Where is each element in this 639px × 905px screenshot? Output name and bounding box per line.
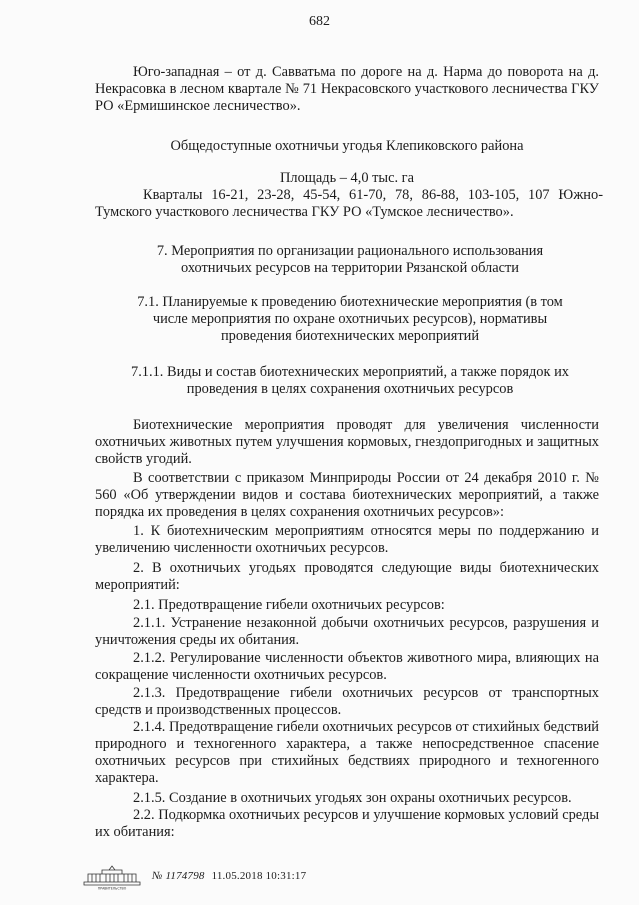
paragraph-direction-southwest: Юго-западная – от д. Савватьма по дороге на д. Нарма до поворота на д. Некрасовка в лесном квартале № 71 Некрасовского участкового лесничества ГКУ РО «Ермишинское лесничество». [95, 64, 599, 114]
svg-text:ПРАВИТЕЛЬСТВО: ПРАВИТЕЛЬСТВО [97, 886, 127, 890]
document-number: № 1174798 [152, 870, 205, 882]
paragraph-item-2-1-2: 2.1.2. Регулирование численности объектов животного мира, влияющих на сокращение численности охотничьих ресурсов. [95, 650, 599, 683]
document-stamp [152, 870, 306, 882]
paragraph-item-1: 1. К биотехническим мероприятиям относятся меры по поддержанию и увеличению численности охотничьих ресурсов. [95, 523, 599, 556]
heading-section-7-1-1: 7.1.1. Виды и состав биотехнических мероприятий, а также порядок их проведения в целях сохранения охотничьих ресурсов [131, 364, 569, 397]
heading-section-7-1: 7.1. Планируемые к проведению биотехнические мероприятия (в том числе мероприятия по охране охотничьих ресурсов), нормативы проведения биотехнических мероприятий [137, 294, 563, 344]
paragraph-biotech-purpose: Биотехнические мероприятия проводят для увеличения численности охотничьих животных путем улучшения кормовых, гнездопригодных и защитных свойств угодий. [95, 417, 599, 467]
paragraph-item-2-2: 2.2. Подкормка охотничьих ресурсов и улучшение кормовых условий среды их обитания: [95, 807, 599, 840]
document-datetime: 11.05.2018 10:31:17 [211, 870, 307, 882]
page-number: 682 [309, 14, 330, 29]
paragraph-quarters: Кварталы 16-21, 23-28, 45-54, 61-70, 78, 86-88, 103-105, 107 Южно-Тумского участкового лесничества ГКУ РО «Тумское лесничество». [95, 187, 603, 220]
area-line: Площадь – 4,0 тыс. га [280, 170, 414, 186]
paragraph-item-2: 2. В охотничьих угодьях проводятся следующие виды биотехнических мероприятий: [95, 560, 599, 593]
paragraph-item-2-1-3: 2.1.3. Предотвращение гибели охотничьих ресурсов от транспортных средств и производственных процессов. [95, 685, 599, 718]
section-heading-klepikovsky: Общедоступные охотничьи угодья Клепиковского района [170, 138, 524, 154]
paragraph-item-2-1: 2.1. Предотвращение гибели охотничьих ресурсов: [133, 597, 445, 613]
paragraph-order-560: В соответствии с приказом Минприроды России от 24 декабря 2010 г. № 560 «Об утверждении видов и состава биотехнических мероприятий, а также порядка их проведения в целях сохранения охотничьих ресурсов»: [95, 470, 599, 520]
government-building-logo [80, 864, 144, 890]
document-footer [80, 864, 440, 894]
heading-section-7: 7. Мероприятия по организации рационального использования охотничьих ресурсов на территории Рязанской области [156, 243, 544, 276]
paragraph-item-2-1-5: 2.1.5. Создание в охотничьих угодьях зон охраны охотничьих ресурсов. [133, 790, 572, 806]
paragraph-item-2-1-1: 2.1.1. Устранение незаконной добычи охотничьих ресурсов, разрушения и уничтожения среды их обитания. [95, 615, 599, 648]
paragraph-item-2-1-4: 2.1.4. Предотвращение гибели охотничьих ресурсов от стихийных бедствий природного и техногенного характера, а также непосредственное спасение охотничьих ресурсов при стихийных бедствиях природного и техногенного характера. [95, 719, 599, 786]
